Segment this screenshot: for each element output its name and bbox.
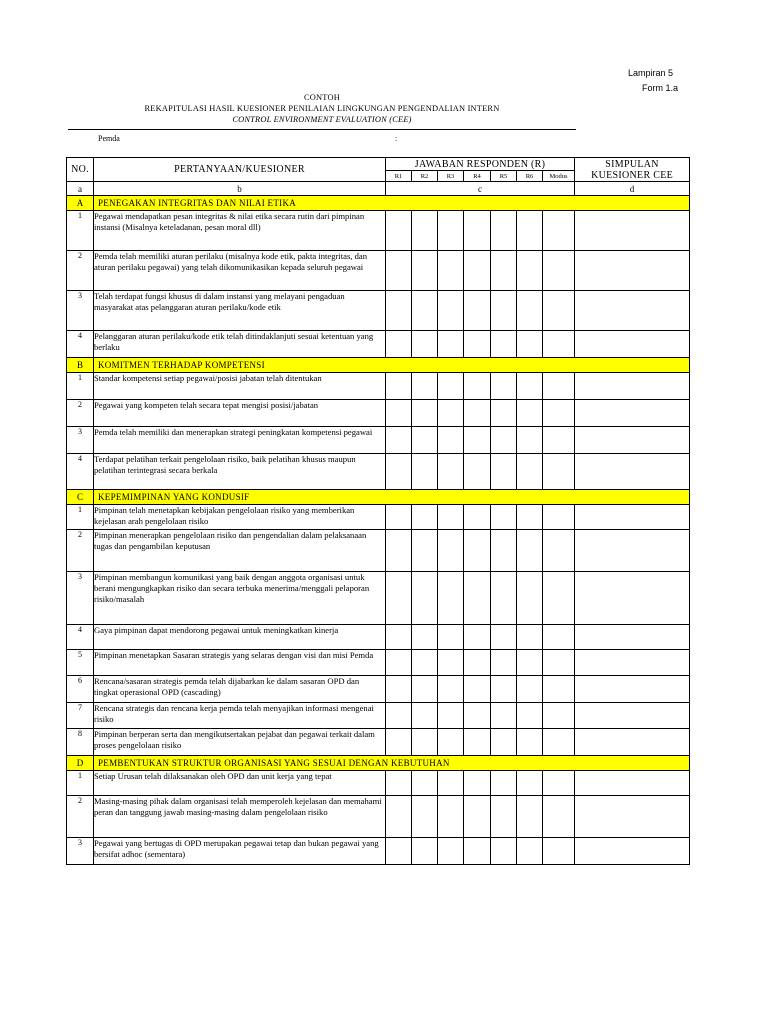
- header-contoh: CONTOH: [304, 93, 340, 102]
- answer-cell-r1[interactable]: [386, 771, 412, 796]
- answer-cell-r2[interactable]: [412, 373, 438, 400]
- answer-cell-modus[interactable]: [543, 454, 575, 490]
- conclusion-cell[interactable]: [575, 625, 690, 650]
- conclusion-cell[interactable]: [575, 771, 690, 796]
- answer-cell-r5[interactable]: [491, 505, 517, 530]
- answer-cell-r6[interactable]: [517, 291, 543, 331]
- question-number: 3: [67, 427, 94, 454]
- question-row: [67, 650, 690, 676]
- answer-cell-r5[interactable]: [491, 703, 517, 729]
- header-question: PERTANYAAN/KUESIONER: [94, 158, 386, 182]
- answer-cell-r4[interactable]: [464, 427, 491, 454]
- answer-cell-r4[interactable]: [464, 838, 491, 865]
- question-text: Pemda telah memiliki dan menerapkan strategi peningkatan kompetensi pegawai: [94, 427, 386, 454]
- answer-cell-r5[interactable]: [491, 427, 517, 454]
- sub-col-modus: Modus: [543, 171, 575, 182]
- answer-cell-modus[interactable]: [543, 251, 575, 291]
- answer-cell-r4[interactable]: [464, 251, 491, 291]
- questionnaire-table: [66, 157, 690, 865]
- answer-cell-r4[interactable]: [464, 530, 491, 572]
- question-text: Setiap Urusan telah dilaksanakan oleh OPD dan unit kerja yang tepat: [94, 771, 386, 796]
- answer-cell-r1[interactable]: [386, 427, 412, 454]
- answer-cell-r6[interactable]: [517, 729, 543, 756]
- question-number: 1: [67, 505, 94, 530]
- conclusion-cell[interactable]: [575, 427, 690, 454]
- answer-cell-r5[interactable]: [491, 251, 517, 291]
- answer-cell-r5[interactable]: [491, 796, 517, 838]
- answer-cell-r5[interactable]: [491, 771, 517, 796]
- question-text: Pimpinan membangun komunikasi yang baik dengan anggota organisasi untuk berani mengungkapkan risiko dan secara terbuka menerima/menggali pelaporan risiko/masalah: [94, 572, 386, 625]
- question-text: Pemda telah memiliki aturan perilaku (misalnya kode etik, pakta integritas, dan aturan perilaku pegawai) yang telah dikomunikasikan kepada seluruh pegawai: [94, 251, 386, 291]
- question-text: Rencana/sasaran strategis pemda telah dijabarkan ke dalam sasaran OPD dan tingkat operasional OPD (cascading): [94, 676, 386, 703]
- answer-cell-modus[interactable]: [543, 291, 575, 331]
- answer-cell-r4[interactable]: [464, 505, 491, 530]
- answer-cell-r4[interactable]: [464, 291, 491, 331]
- answer-cell-r6[interactable]: [517, 454, 543, 490]
- sub-col-r2: R2: [412, 171, 438, 182]
- answer-cell-r5[interactable]: [491, 676, 517, 703]
- conclusion-cell[interactable]: [575, 572, 690, 625]
- section-code: B: [67, 358, 94, 373]
- question-number: 1: [67, 771, 94, 796]
- answer-cell-r3[interactable]: [438, 373, 464, 400]
- question-number: 4: [67, 625, 94, 650]
- question-row: [67, 530, 690, 572]
- question-row: [67, 796, 690, 838]
- question-number: 3: [67, 838, 94, 865]
- question-number: 4: [67, 331, 94, 358]
- question-number: 6: [67, 676, 94, 703]
- answer-cell-r3[interactable]: [438, 530, 464, 572]
- answer-cell-r4[interactable]: [464, 771, 491, 796]
- answer-cell-r2[interactable]: [412, 505, 438, 530]
- question-row: [67, 251, 690, 291]
- answer-cell-r1[interactable]: [386, 676, 412, 703]
- answer-cell-r4[interactable]: [464, 625, 491, 650]
- answer-cell-r2[interactable]: [412, 251, 438, 291]
- answer-cell-r3[interactable]: [438, 703, 464, 729]
- answer-cell-r6[interactable]: [517, 505, 543, 530]
- answer-cell-r2[interactable]: [412, 454, 438, 490]
- answer-cell-modus[interactable]: [543, 505, 575, 530]
- conclusion-cell[interactable]: [575, 530, 690, 572]
- answer-cell-r1[interactable]: [386, 454, 412, 490]
- answer-cell-r2[interactable]: [412, 400, 438, 427]
- answer-cell-r2[interactable]: [412, 331, 438, 358]
- answer-cell-r3[interactable]: [438, 572, 464, 625]
- answer-cell-r1[interactable]: [386, 530, 412, 572]
- section-row: [67, 756, 690, 771]
- answer-cell-r5[interactable]: [491, 650, 517, 676]
- question-text: Pimpinan berperan serta dan mengikutsertakan pejabat dan pegawai terkait dalam proses pengelolaan risiko: [94, 729, 386, 756]
- answer-cell-r3[interactable]: [438, 331, 464, 358]
- answer-cell-r6[interactable]: [517, 400, 543, 427]
- question-number: 2: [67, 530, 94, 572]
- answer-cell-modus[interactable]: [543, 625, 575, 650]
- pemda-label: Pemda: [98, 134, 120, 143]
- answer-cell-r3[interactable]: [438, 427, 464, 454]
- answer-cell-r6[interactable]: [517, 676, 543, 703]
- conclusion-cell[interactable]: [575, 796, 690, 838]
- question-number: 1: [67, 211, 94, 251]
- answer-cell-r2[interactable]: [412, 572, 438, 625]
- answer-cell-r2[interactable]: [412, 650, 438, 676]
- sub-col-r3: R3: [438, 171, 464, 182]
- question-row: [67, 211, 690, 251]
- conclusion-cell[interactable]: [575, 331, 690, 358]
- question-number: 1: [67, 373, 94, 400]
- question-number: 3: [67, 291, 94, 331]
- question-text: Pimpinan telah menetapkan kebijakan pengelolaan risiko yang memberikan kejelasan arah pengelolaan risiko: [94, 505, 386, 530]
- question-number: 2: [67, 400, 94, 427]
- question-text: Pegawai yang kompeten telah secara tepat mengisi posisi/jabatan: [94, 400, 386, 427]
- question-text: Rencana strategis dan rencana kerja pemda telah menyajikan informasi mengenai risiko: [94, 703, 386, 729]
- answer-cell-r4[interactable]: [464, 454, 491, 490]
- answer-cell-r5[interactable]: [491, 729, 517, 756]
- question-row: [67, 291, 690, 331]
- answer-cell-r2[interactable]: [412, 427, 438, 454]
- question-row: [67, 331, 690, 358]
- answer-cell-r3[interactable]: [438, 211, 464, 251]
- form-number: Form 1.a: [642, 83, 679, 93]
- letter-b: b: [94, 182, 386, 196]
- answer-cell-r2[interactable]: [412, 729, 438, 756]
- answer-cell-modus[interactable]: [543, 771, 575, 796]
- answer-cell-r6[interactable]: [517, 251, 543, 291]
- question-row: [67, 625, 690, 650]
- answer-cell-r3[interactable]: [438, 454, 464, 490]
- answer-cell-r5[interactable]: [491, 211, 517, 251]
- section-code: A: [67, 196, 94, 211]
- question-number: 2: [67, 251, 94, 291]
- answer-cell-modus[interactable]: [543, 373, 575, 400]
- document-header: [68, 92, 576, 125]
- header-answers: JAWABAN RESPONDEN (R): [386, 158, 575, 171]
- answer-cell-r6[interactable]: [517, 211, 543, 251]
- answer-cell-r5[interactable]: [491, 331, 517, 358]
- answer-cell-r6[interactable]: [517, 427, 543, 454]
- answer-cell-r2[interactable]: [412, 625, 438, 650]
- attachment-label: [628, 66, 728, 96]
- answer-cell-r3[interactable]: [438, 625, 464, 650]
- answer-cell-modus[interactable]: [543, 572, 575, 625]
- question-number: 8: [67, 729, 94, 756]
- question-number: 2: [67, 796, 94, 838]
- answer-cell-r4[interactable]: [464, 331, 491, 358]
- section-row: [67, 490, 690, 505]
- answer-cell-r2[interactable]: [412, 703, 438, 729]
- letter-c: c: [386, 182, 575, 196]
- question-row: [67, 676, 690, 703]
- section-row: [67, 196, 690, 211]
- question-number: 4: [67, 454, 94, 490]
- conclusion-cell[interactable]: [575, 703, 690, 729]
- conclusion-cell[interactable]: [575, 211, 690, 251]
- answer-cell-r6[interactable]: [517, 838, 543, 865]
- answer-cell-r1[interactable]: [386, 625, 412, 650]
- question-row: [67, 771, 690, 796]
- answer-cell-r4[interactable]: [464, 796, 491, 838]
- conclusion-cell[interactable]: [575, 373, 690, 400]
- question-text: Gaya pimpinan dapat mendorong pegawai untuk meningkatkan kinerja: [94, 625, 386, 650]
- answer-cell-r4[interactable]: [464, 373, 491, 400]
- question-row: [67, 427, 690, 454]
- answer-cell-r6[interactable]: [517, 625, 543, 650]
- section-title: KEPEMIMPINAN YANG KONDUSIF: [94, 490, 690, 505]
- answer-cell-r4[interactable]: [464, 650, 491, 676]
- conclusion-cell[interactable]: [575, 676, 690, 703]
- answer-cell-r2[interactable]: [412, 771, 438, 796]
- answer-cell-r6[interactable]: [517, 530, 543, 572]
- question-text: Pegawai mendapatkan pesan integritas & nilai etika secara rutin dari pimpinan instansi (Misalnya keteladanan, pesan moral dll): [94, 211, 386, 251]
- answer-cell-modus[interactable]: [543, 400, 575, 427]
- answer-cell-r2[interactable]: [412, 530, 438, 572]
- section-code: C: [67, 490, 94, 505]
- answer-cell-r4[interactable]: [464, 703, 491, 729]
- answer-cell-r1[interactable]: [386, 211, 412, 251]
- answer-cell-r3[interactable]: [438, 291, 464, 331]
- conclusion-cell[interactable]: [575, 505, 690, 530]
- answer-cell-r3[interactable]: [438, 771, 464, 796]
- answer-cell-r2[interactable]: [412, 211, 438, 251]
- answer-cell-r5[interactable]: [491, 572, 517, 625]
- answer-cell-modus[interactable]: [543, 676, 575, 703]
- sub-col-r4: R4: [464, 171, 491, 182]
- answer-cell-modus[interactable]: [543, 650, 575, 676]
- section-title: PEMBENTUKAN STRUKTUR ORGANISASI YANG SESUAI DENGAN KEBUTUHAN: [94, 756, 690, 771]
- answer-cell-r5[interactable]: [491, 625, 517, 650]
- answer-cell-r3[interactable]: [438, 251, 464, 291]
- question-row: [67, 703, 690, 729]
- answer-cell-r3[interactable]: [438, 505, 464, 530]
- question-text: Masing-masing pihak dalam organisasi telah memperoleh kejelasan dan memahami peran dan tanggung jawab masing-masing dalam pengelolaan risiko: [94, 796, 386, 838]
- question-text: Pelanggaran aturan perilaku/kode etik telah ditindaklanjuti sesuai ketentuan yang berlaku: [94, 331, 386, 358]
- answer-cell-r5[interactable]: [491, 530, 517, 572]
- answer-cell-r5[interactable]: [491, 454, 517, 490]
- question-number: 3: [67, 572, 94, 625]
- answer-cell-r1[interactable]: [386, 796, 412, 838]
- answer-cell-r4[interactable]: [464, 400, 491, 427]
- answer-cell-r3[interactable]: [438, 729, 464, 756]
- answer-cell-modus[interactable]: [543, 211, 575, 251]
- answer-cell-r6[interactable]: [517, 703, 543, 729]
- question-row: [67, 400, 690, 427]
- letter-d: d: [575, 182, 690, 196]
- question-row: [67, 729, 690, 756]
- answer-cell-r1[interactable]: [386, 729, 412, 756]
- answer-cell-r3[interactable]: [438, 650, 464, 676]
- header-no: NO.: [67, 158, 94, 182]
- answer-cell-r2[interactable]: [412, 796, 438, 838]
- header-conclusion: SIMPULAN KUESIONER CEE: [575, 158, 690, 182]
- conclusion-cell[interactable]: [575, 838, 690, 865]
- answer-cell-r1[interactable]: [386, 703, 412, 729]
- answer-cell-r4[interactable]: [464, 729, 491, 756]
- conclusion-cell[interactable]: [575, 291, 690, 331]
- answer-cell-modus[interactable]: [543, 796, 575, 838]
- question-row: [67, 505, 690, 530]
- question-text: Standar kompetensi setiap pegawai/posisi jabatan telah ditentukan: [94, 373, 386, 400]
- question-row: [67, 838, 690, 865]
- section-title: PENEGAKAN INTEGRITAS DAN NILAI ETIKA: [94, 196, 690, 211]
- conclusion-cell[interactable]: [575, 400, 690, 427]
- sub-col-r5: R5: [491, 171, 517, 182]
- answer-cell-modus[interactable]: [543, 703, 575, 729]
- conclusion-cell[interactable]: [575, 729, 690, 756]
- answer-cell-r6[interactable]: [517, 331, 543, 358]
- answer-cell-r1[interactable]: [386, 373, 412, 400]
- answer-cell-r1[interactable]: [386, 505, 412, 530]
- answer-cell-modus[interactable]: [543, 729, 575, 756]
- question-text: Terdapat pelatihan terkait pengelolaan risiko, baik pelatihan khusus maupun pelatihan terintegrasi secara berkala: [94, 454, 386, 490]
- section-title: KOMITMEN TERHADAP KOMPETENSI: [94, 358, 690, 373]
- answer-cell-r4[interactable]: [464, 211, 491, 251]
- sub-col-r6: R6: [517, 171, 543, 182]
- answer-cell-r1[interactable]: [386, 251, 412, 291]
- answer-cell-modus[interactable]: [543, 838, 575, 865]
- conclusion-cell[interactable]: [575, 650, 690, 676]
- answer-cell-r2[interactable]: [412, 838, 438, 865]
- header-title: REKAPITULASI HASIL KUESIONER PENILAIAN LINGKUNGAN PENGENDALIAN INTERN: [144, 104, 500, 113]
- answer-cell-r6[interactable]: [517, 650, 543, 676]
- answer-cell-r1[interactable]: [386, 331, 412, 358]
- question-row: [67, 454, 690, 490]
- answer-cell-r1[interactable]: [386, 400, 412, 427]
- answer-cell-r6[interactable]: [517, 373, 543, 400]
- sub-col-r1: R1: [386, 171, 412, 182]
- answer-cell-r1[interactable]: [386, 650, 412, 676]
- answer-cell-modus[interactable]: [543, 530, 575, 572]
- answer-cell-r3[interactable]: [438, 796, 464, 838]
- lampiran-text: Lampiran 5: [628, 68, 674, 78]
- answer-cell-r6[interactable]: [517, 796, 543, 838]
- answer-cell-r1[interactable]: [386, 838, 412, 865]
- question-number: 7: [67, 703, 94, 729]
- answer-cell-r1[interactable]: [386, 572, 412, 625]
- question-text: Pegawai yang bertugas di OPD merupakan pegawai tetap dan bukan pegawai yang bersifat adhoc (sementara): [94, 838, 386, 865]
- question-text: Pimpinan menetapkan Sasaran strategis yang selaras dengan visi dan misi Pemda: [94, 650, 386, 676]
- answer-cell-r2[interactable]: [412, 291, 438, 331]
- answer-cell-modus[interactable]: [543, 427, 575, 454]
- answer-cell-r3[interactable]: [438, 676, 464, 703]
- answer-cell-r4[interactable]: [464, 572, 491, 625]
- question-row: [67, 572, 690, 625]
- answer-cell-r4[interactable]: [464, 676, 491, 703]
- question-text: Telah terdapat fungsi khusus di dalam instansi yang melayani pengaduan masyarakat atas pelanggaran aturan perilaku/kode etik: [94, 291, 386, 331]
- conclusion-cell[interactable]: [575, 454, 690, 490]
- answer-cell-r3[interactable]: [438, 838, 464, 865]
- section-code: D: [67, 756, 94, 771]
- answer-cell-r1[interactable]: [386, 291, 412, 331]
- answer-cell-r5[interactable]: [491, 373, 517, 400]
- section-row: [67, 358, 690, 373]
- answer-cell-r5[interactable]: [491, 291, 517, 331]
- answer-cell-r5[interactable]: [491, 400, 517, 427]
- answer-cell-r6[interactable]: [517, 572, 543, 625]
- letter-a: a: [67, 182, 94, 196]
- question-number: 5: [67, 650, 94, 676]
- answer-cell-r2[interactable]: [412, 676, 438, 703]
- pemda-field: [68, 129, 576, 146]
- answer-cell-r6[interactable]: [517, 771, 543, 796]
- answer-cell-modus[interactable]: [543, 331, 575, 358]
- conclusion-cell[interactable]: [575, 251, 690, 291]
- header-subtitle: CONTROL ENVIRONMENT EVALUATION (CEE): [232, 115, 412, 124]
- pemda-colon: :: [395, 134, 398, 143]
- question-row: [67, 373, 690, 400]
- question-text: Pimpinan menerapkan pengelolaan risiko dan pengendalian dalam pelaksanaan tugas dan pengambilan keputusan: [94, 530, 386, 572]
- answer-cell-r5[interactable]: [491, 838, 517, 865]
- answer-cell-r3[interactable]: [438, 400, 464, 427]
